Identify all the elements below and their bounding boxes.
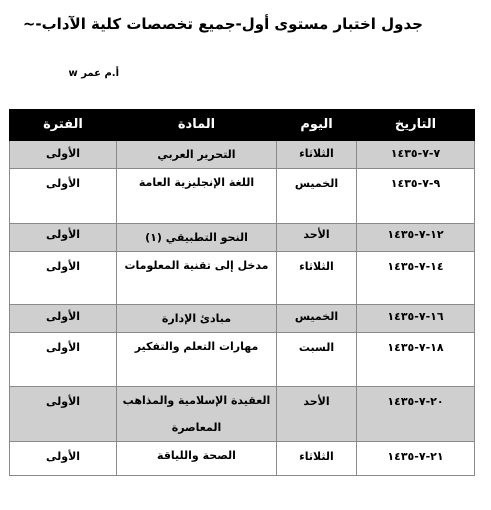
subject-cell: مبادئ الإدارة <box>117 305 277 333</box>
period-cell: الأولى <box>10 305 117 333</box>
table-row <box>10 387 475 442</box>
period-cell: الأولى <box>10 169 117 224</box>
column-header-period: الفترة <box>10 110 117 141</box>
day-cell: السبت <box>277 333 357 387</box>
day-cell: الخميس <box>277 169 357 224</box>
day-cell: الثلاثاء <box>277 442 357 476</box>
day-cell: الخميس <box>277 305 357 333</box>
column-header-day: اليوم <box>277 110 357 141</box>
author-note: أ.م عمر w <box>68 68 119 79</box>
day-cell: الأحد <box>277 224 357 252</box>
document-title: جدول اختبار مستوى أول-جميع تخصصات كلية الآداب-~ <box>22 15 423 33</box>
subject-cell: مدخل إلى تقنية المعلومات <box>117 252 277 305</box>
table-row <box>10 333 475 387</box>
subject-cell: العقيدة الإسلامية والمذاهب المعاصرة <box>117 387 277 442</box>
date-cell: ٢٠-٧-١٤٣٥ <box>357 387 475 442</box>
day-cell: الثلاثاء <box>277 252 357 305</box>
table-header-row <box>10 110 475 141</box>
subject-cell: التحرير العربي <box>117 141 277 169</box>
table-row <box>10 442 475 476</box>
date-cell: ١٤-٧-١٤٣٥ <box>357 252 475 305</box>
subject-cell: اللغة الإنجليزية العامة <box>117 169 277 224</box>
table-row <box>10 252 475 305</box>
period-cell: الأولى <box>10 252 117 305</box>
table-row <box>10 305 475 333</box>
day-cell: الثلاثاء <box>277 141 357 169</box>
date-cell: ٧-٧-١٤٣٥ <box>357 141 475 169</box>
day-cell: الأحد <box>277 387 357 442</box>
table-row <box>10 141 475 169</box>
date-cell: ٩-٧-١٤٣٥ <box>357 169 475 224</box>
period-cell: الأولى <box>10 333 117 387</box>
table-row <box>10 169 475 224</box>
date-cell: ١٢-٧-١٤٣٥ <box>357 224 475 252</box>
subject-cell: النحو التطبيقي (١) <box>117 224 277 252</box>
date-cell: ١٦-٧-١٤٣٥ <box>357 305 475 333</box>
subject-cell: الصحة واللياقة <box>117 442 277 476</box>
subject-cell: مهارات التعلم والتفكير <box>117 333 277 387</box>
date-cell: ١٨-٧-١٤٣٥ <box>357 333 475 387</box>
date-cell: ٢١-٧-١٤٣٥ <box>357 442 475 476</box>
exam-schedule-table <box>9 109 475 476</box>
period-cell: الأولى <box>10 141 117 169</box>
table-row <box>10 224 475 252</box>
period-cell: الأولى <box>10 387 117 442</box>
column-header-subject: المادة <box>117 110 277 141</box>
period-cell: الأولى <box>10 442 117 476</box>
column-header-date: التاريخ <box>357 110 475 141</box>
period-cell: الأولى <box>10 224 117 252</box>
